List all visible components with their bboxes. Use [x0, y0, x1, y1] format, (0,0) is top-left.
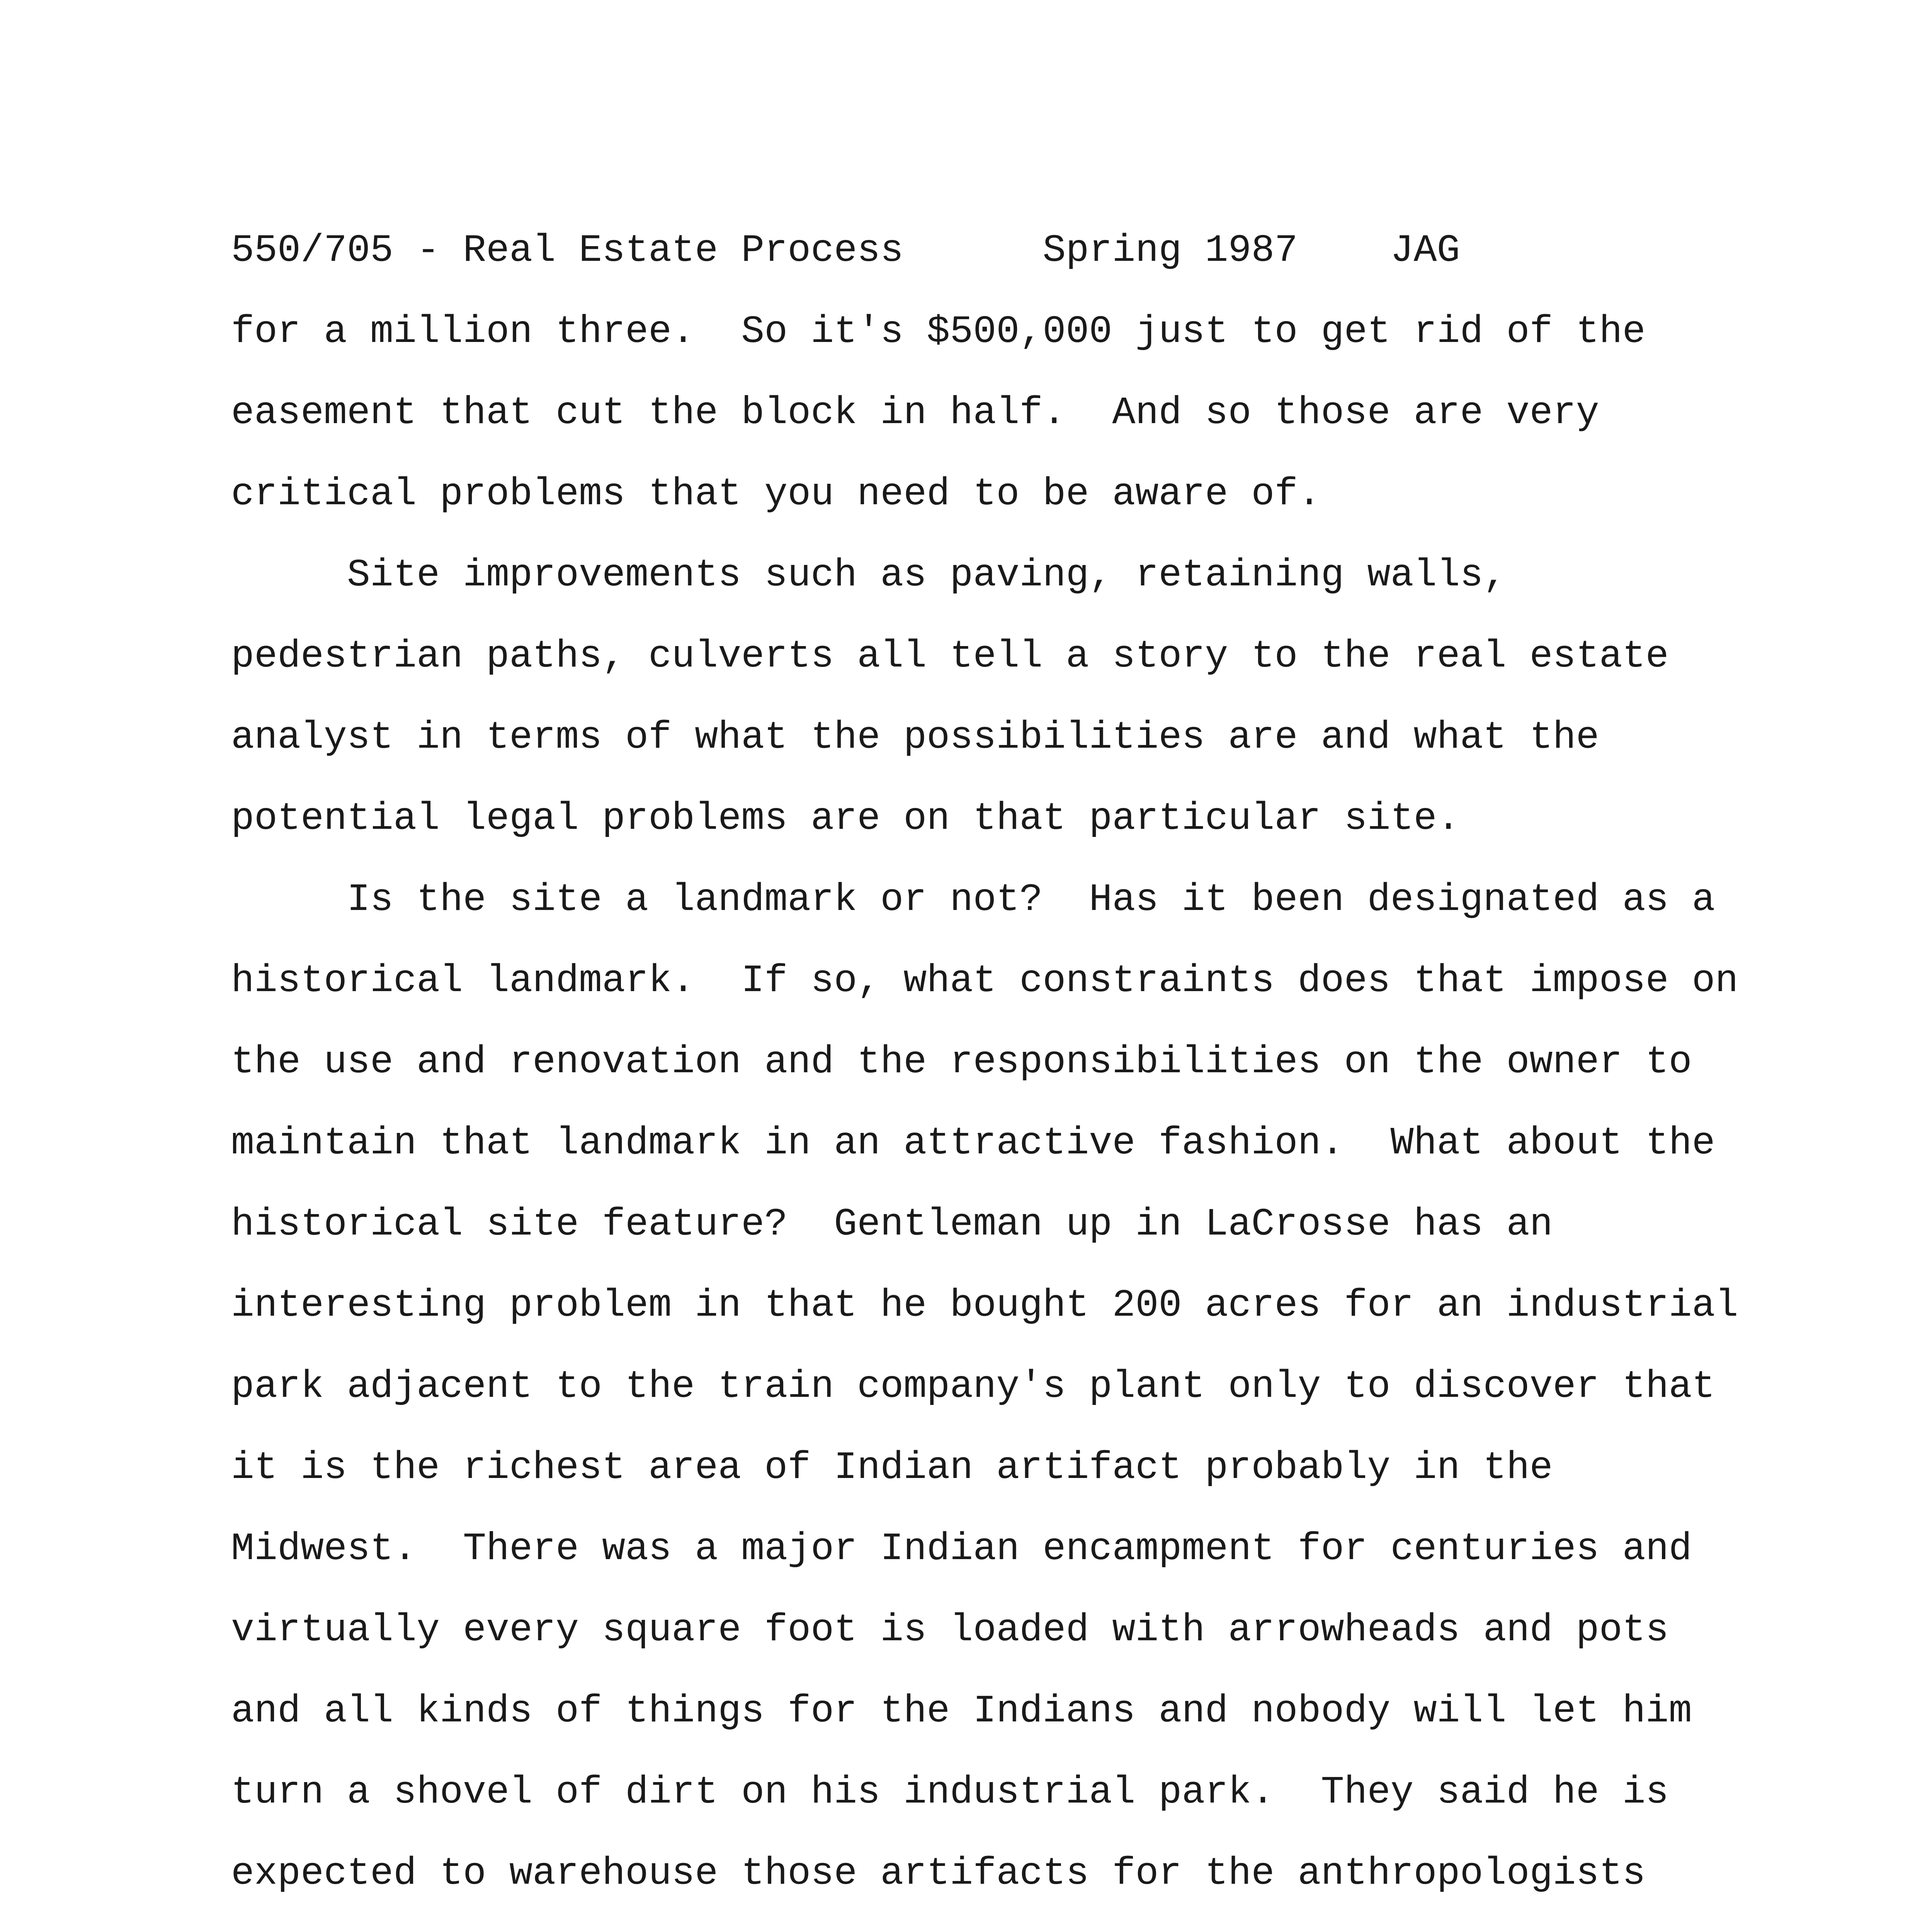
body-line: and all kinds of things for the Indians and nobody will let him [231, 1690, 1692, 1733]
body-line: it is the richest area of Indian artifact probably in the [231, 1446, 1553, 1490]
body-line: historical landmark. If so, what constraints does that impose on [231, 959, 1738, 1003]
body-line: pedestrian paths, culverts all tell a story to the real estate [231, 635, 1669, 679]
body-line: Is the site a landmark or not? Has it been designated as a [231, 878, 1715, 922]
body-line: expected to warehouse those artifacts for the anthropologists [231, 1852, 1646, 1896]
body-line: potential legal problems are on that particular site. [231, 797, 1460, 841]
body-line: the use and renovation and the responsibilities on the owner to [231, 1041, 1692, 1084]
body-line: historical site feature? Gentleman up in LaCrosse has an [231, 1203, 1553, 1247]
body-line: Midwest. There was a major Indian encampment for centuries and [231, 1527, 1692, 1571]
page-header: 550/705 - Real Estate Process Spring 1987 JAG [231, 229, 1460, 273]
body-line: analyst in terms of what the possibilities are and what the [231, 716, 1599, 760]
body-line: easement that cut the block in half. And so those are very [231, 391, 1599, 435]
body-line: maintain that landmark in an attractive fashion. What about the [231, 1122, 1715, 1165]
body-line: interesting problem in that he bought 200 acres for an industrial [231, 1284, 1738, 1328]
body-line: for a million three. So it's $500,000 just to get rid of the [231, 310, 1646, 354]
body-line: critical problems that you need to be aware of. [231, 473, 1321, 516]
body-line: turn a shovel of dirt on his industrial park. They said he is [231, 1771, 1669, 1815]
body-line: virtually every square foot is loaded with arrowheads and pots [231, 1609, 1669, 1652]
body-line: Site improvements such as paving, retaining walls, [231, 554, 1507, 597]
body-line: park adjacent to the train company's plant only to discover that [231, 1365, 1715, 1409]
